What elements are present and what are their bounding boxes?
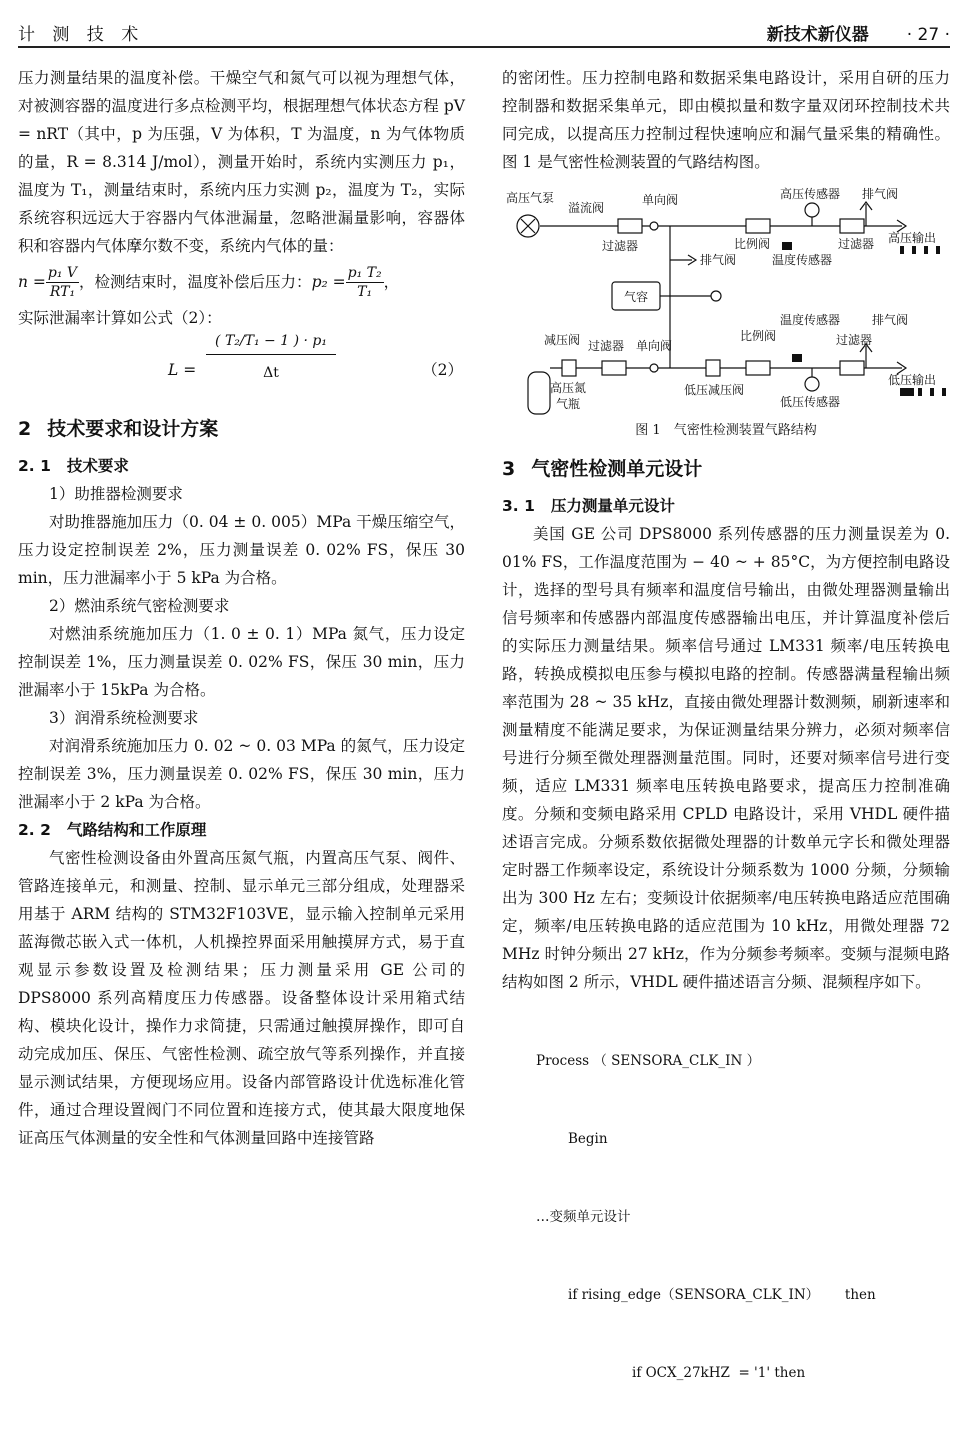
code-line: …变频单元设计 — [536, 1209, 631, 1225]
label-n2-bottle-1: 高压氮 — [550, 381, 587, 395]
page-number: · 27 · — [906, 25, 950, 45]
n-numerator: p₁ V — [47, 264, 78, 281]
check-valve-1-symbol — [650, 222, 658, 230]
section-3-1-heading — [502, 492, 950, 520]
n-lhs: n = — [18, 273, 46, 291]
label-filter2: 过滤器 — [838, 237, 875, 251]
reducer-symbol — [562, 360, 576, 376]
p2-numerator: p₁ T₂ — [347, 264, 382, 281]
section-title: 气密性检测单元设计 — [531, 458, 703, 480]
lp-sensor-symbol — [805, 377, 819, 391]
journal-name: 计 测 技 术 — [18, 25, 145, 45]
header-right — [767, 20, 950, 45]
label-prop2: 比例阀 — [740, 329, 777, 343]
equation-fraction — [206, 332, 336, 387]
code-line: Process （ SENSORA_CLK_IN ） — [536, 1053, 761, 1069]
section-2-heading — [18, 406, 465, 452]
equation-denominator: Δt — [263, 365, 279, 381]
subsection-title: 压力测量单元设计 — [550, 497, 675, 515]
label-reducer: 减压阀 — [544, 333, 581, 347]
requirement-2-title: 2）燃油系统气密检测要求 — [49, 597, 230, 615]
subsection-title: 气路结构和工作原理 — [66, 821, 207, 839]
label-prop1: 比例阀 — [734, 237, 771, 251]
label-vent1: 排气阀 — [862, 187, 899, 201]
filter-2-symbol — [840, 219, 864, 233]
label-filter1: 过滤器 — [602, 239, 639, 253]
label-vent2: 排气阀 — [700, 253, 737, 267]
label-temp2: 温度传感器 — [780, 313, 841, 327]
figure-1 — [502, 184, 950, 416]
p2-fraction — [346, 264, 384, 301]
filter-4-symbol — [840, 361, 864, 375]
right-column — [502, 64, 950, 1438]
label-lp-reducer: 低压减压阀 — [684, 383, 745, 397]
label-overflow: 溢流阀 — [568, 201, 605, 215]
label-hp-sensor: 高压传感器 — [780, 187, 841, 201]
requirement-2-body: 对燃油系统施加压力（1. 0 ± 0. 1）MPa 氮气，压力设定控制误差 1%，压力测量误差 0. 02% FS，保压 30 min，压力泄漏率小于 15kPa 为合格。 — [18, 625, 465, 699]
formula-line — [18, 260, 465, 304]
check-valve-2-symbol — [650, 364, 658, 372]
n-denominator: RT₁ — [49, 283, 76, 300]
section-2-1-heading — [18, 452, 465, 480]
p2-lhs: p₂ = — [311, 273, 346, 291]
vhdl-code — [502, 996, 950, 1438]
gas-path-diagram — [502, 184, 950, 416]
equation-numerator: ( T₂/T₁ − 1 ) · p₁ — [206, 332, 336, 355]
p2-denominator: T₁ — [357, 283, 373, 300]
filter-1-symbol — [618, 219, 642, 233]
leak-rate-intro: 实际泄漏率计算如公式（2）： — [18, 309, 222, 327]
label-n2-bottle-2: 气瓶 — [556, 397, 581, 411]
equation-lhs: L = — [168, 361, 197, 379]
section-2-2-heading — [18, 816, 465, 844]
label-hp-out: 高压输出 — [888, 231, 937, 245]
requirement-1-body: 对助推器施加压力（0. 04 ± 0. 005）MPa 干燥压缩空气，压力设定控制误差 2%，压力测量误差 0. 02% FS，保压 30 min，压力泄漏率小于 5 kPa 为合格。 — [18, 513, 465, 587]
filter-3-symbol — [602, 361, 626, 375]
label-check2: 单向阀 — [636, 339, 673, 353]
section-number: 3 — [502, 458, 516, 480]
n2-bottle-symbol — [528, 372, 550, 414]
running-header — [18, 16, 950, 48]
label-temp1: 温度传感器 — [772, 253, 833, 267]
formula-tail: ， — [383, 273, 400, 291]
label-lp-sensor: 低压传感器 — [780, 395, 841, 409]
subsection-title: 技术要求 — [66, 457, 129, 475]
code-line: if OCX_27kHZ = '1' then — [632, 1365, 806, 1381]
section-title: 技术要求和设计方案 — [47, 418, 219, 440]
section-number: 2 — [18, 418, 32, 440]
gas-path-paragraph: 气密性检测设备由外置高压氮气瓶，内置高压气泵、阀件、管路连接单元，和测量、控制、显示单元三部分组成，处理器采用基于 ARM 结构的 STM32F103VE，显示输入控制单元采用蓝海微芯嵌入式一体机，人机操控界面采用触摸屏方式，易于直观显示参数设置及检测结果；压力测量采用 GE 公司的 DPS8000 系列高精度压力传感器。设备整体设计采用箱式结构、模块化设计，操作力求简捷，只需通过触摸屏操作，即可自动完成加压、保压、气密性检测、疏空放气等系列操作，并直接显示测试结果，方便现场应用。设备内部管路设计优选标准化管件，通过合理设置阀门不同位置和连接方式，使其最大限度地保证高压气体测量的安全性和气体测量回路中连接管路 — [18, 849, 465, 1147]
sealing-paragraph: 的密闭性。压力控制电路和数据采集电路设计，采用自研的压力控制器和数据采集单元，即由模拟量和数字量双闭环控制技术共同完成，以提高压力控制过程快速响应和漏气量采集的精确性。图 1 是气密性检测装置的气路结构图。 — [502, 69, 950, 171]
code-line: Begin — [568, 1131, 608, 1147]
equation-2 — [18, 332, 465, 406]
temperature-compensation-paragraph: 压力测量结果的温度补偿。干燥空气和氮气可以视为理想气体，对被测容器的温度进行多点检测平均，根据理想气体状态方程 pV = nRT（其中，p 为压强，V 为体积，T 为温度，n 为气体物质的量，R = 8.314 J/mol），测量开始时，系统内实测压力 p₁，温度为 T₁，测量结束时，系统内压力实测 p₂，温度为 T₂，实际系统容积远远大于容器内气体泄漏量，忽略泄漏量影响，容器体积和容器内气体摩尔数不变，系统内气体的量： — [18, 69, 465, 255]
label-filter3: 过滤器 — [588, 339, 625, 353]
section-name: 新技术新仪器 — [766, 25, 869, 45]
label-vent3: 排气阀 — [872, 313, 909, 327]
proportional-valve-2-symbol — [746, 361, 770, 375]
formula-mid-text: ，检测结束时，温度补偿后压力： — [79, 273, 312, 291]
requirement-3-body: 对润滑系统施加压力 0. 02 ~ 0. 03 MPa 的氮气，压力设定控制误差 3%，压力测量误差 0. 02% FS，保压 30 min，压力泄漏率小于 2 kPa 为合格。 — [18, 737, 465, 811]
code-line: if rising_edge（SENSORA_CLK_IN） then — [568, 1287, 876, 1303]
proportional-valve-1-symbol — [746, 219, 770, 233]
subsection-number: 2. 2 — [18, 821, 51, 839]
hp-sensor-symbol — [805, 203, 819, 217]
figure-1-caption: 图 1 气密性检测装置气路结构 — [635, 423, 817, 438]
pressure-unit-paragraph: 美国 GE 公司 DPS8000 系列传感器的压力测量误差为 0. 01% FS，工作温度范围为 − 40 ~ + 85°C，为方便控制电路设计，选择的型号具有频率和温度信号输出，由微处理器测量输出信号频率和传感器内部温度传感器输出电压，并计算温度补偿后的实际压力测量结果。频率信号通过 LM331 频率/电压转换电路，转换成模拟电压参与模拟电路的控制。传感器满量程输出频率范围为 28 ~ 35 kHz，直接由微处理器计数测频，刷新速率和测量精度不能满足要求，为保证测量结果分辨力，必须对频率信号进行分频至微处理器测量范围。同时，还要对频率信号进行变频，适应 LM331 频率电压转换电路要求，提高压力控制准确度。分频和变频电路采用 CPLD 电路设计，采用 VHDL 硬件描述语言完成。分频系数依据微处理器的计数单元字长和微处理器定时器工作频率设定，系统设计分频系数为 1000 分频，分频输出为 300 Hz 左右；变频设计依据频率/电压转换电路适应范围确定，频率/电压转换电路的适应范围为 10 kHz，用微处理器 72 MHz 时钟分频出 27 kHz，作为分频参考频率。变频与混频电路结构如图 2 所示，VHDL 硬件描述语言分频、混频程序如下。 — [502, 525, 950, 991]
equation-number: （2） — [422, 361, 463, 379]
label-check1: 单向阀 — [642, 193, 679, 207]
left-column — [18, 64, 465, 1152]
requirement-3-title: 3）润滑系统检测要求 — [49, 709, 199, 727]
requirement-1-title: 1）助推器检测要求 — [49, 485, 183, 503]
n-fraction — [46, 264, 79, 301]
subsection-number: 2. 1 — [18, 457, 51, 475]
label-pump: 高压气泵 — [506, 191, 555, 205]
label-lp-out: 低压输出 — [888, 373, 937, 387]
lp-reducer-symbol — [706, 360, 720, 376]
section-3-heading — [502, 446, 950, 492]
subsection-number: 3. 1 — [502, 497, 535, 515]
label-filter4: 过滤器 — [836, 333, 873, 347]
label-tank: 气容 — [624, 290, 649, 304]
